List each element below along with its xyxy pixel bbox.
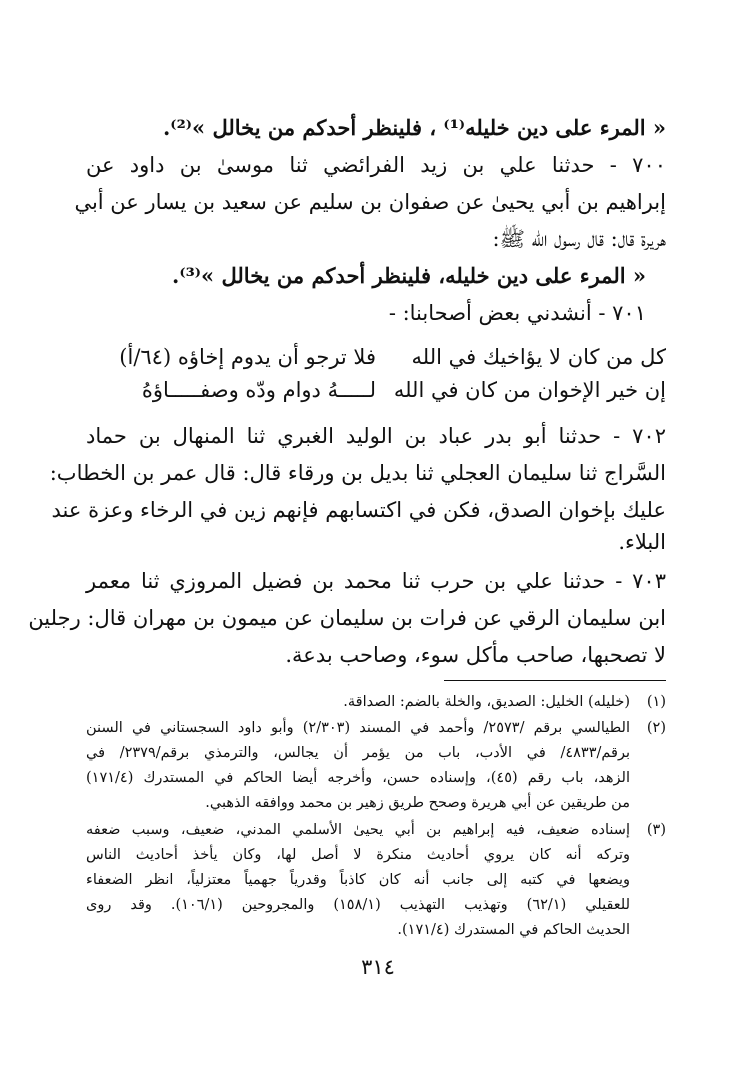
hadith-702-line: السَّراج ثنا سليمان العجلي ثنا بديل بن ورقاء قال: قال عمر بن الخطاب: (49, 461, 666, 485)
footnote-line: الطيالسي برقم /٢٥٧٣/ وأحمد في المسند (٢/٣٠٣) وأبو داود السجستاني في السنن (86, 720, 630, 736)
entry-701-intro: ٧٠١ - أنشدني بعض أصحابنا: - (388, 301, 646, 325)
hadith-700-line: إبراهيم بن أبي يحيىٰ عن صفوان بن سليم عن سعيد بن يسار عن أبي (74, 190, 666, 214)
footnote-number: (١) (646, 694, 666, 710)
hadith-700-line: ٧٠٠ - حدثنا علي بن زيد الفرائضي ثنا موسىٰ بن داود عن (86, 153, 666, 177)
verse-2-first-half: إن خير الإخوان من كان في الله (393, 378, 666, 402)
hadith-703-line: ابن سليمان الرقي عن فرات بن سليمان عن ميمون بن مهران قال: رجلين (28, 606, 666, 630)
footnote-line: ويضعها في كتبه إلى جانب أنه كان كاذباً وقدرياً جهمياً معتزلياً، انظر الضعفاء (86, 872, 630, 888)
verse-2-second-half: لـــــهُ دوام ودّه وصفـــــاؤهُ (141, 378, 376, 402)
footnote-2 (0, 716, 756, 811)
footnote-line: (خليله) الخليل: الصديق، والخلة بالضم: الصداقة. (343, 694, 630, 710)
hadith-702-line: ٧٠٢ - حدثنا أبو بدر عباد بن الوليد الغبري ثنا المنهال بن حماد (86, 424, 666, 448)
hadith-702-line: عليك بإخوان الصدق، فكن في اكتسابهم فإنهم زين في الرخاء وعزة عند (51, 498, 666, 522)
footnote-separator (444, 680, 666, 681)
footnote-number: (٣) (646, 822, 666, 838)
footnote-number: (٢) (646, 720, 666, 736)
footnote-line: إسناده ضعيف، فيه إبراهيم بن أبي يحيىٰ الأسلمي المدني، ضعيف، وسبب ضعفه (86, 822, 630, 838)
footnote-1 (0, 690, 756, 715)
footnote-line: وتركه أنه كان يروي أحاديث منكرة لا أصل لها، وكان يأخذ أحاديث الناس (86, 847, 630, 863)
footnote-line: الزهد، باب رقم (٤٥)، وإسناده حسن، وأخرجه أيضا الحاكم في المستدرك (١٧١/٤) (86, 770, 630, 786)
verse-1-second-half: فلا ترجو أن يدوم إخاؤه (٦٤/أ) (119, 345, 376, 369)
hadith-703-line: ٧٠٣ - حدثنا علي بن حرب ثنا محمد بن فضيل المروزي ثنا معمر (86, 569, 666, 593)
footnote-line: الحديث الحاكم في المستدرك (١٧١/٤). (397, 922, 630, 938)
hadith-702-line: البلاء. (618, 530, 666, 554)
footnote-line: للعقيلي (٦٢/١) وتهذيب التهذيب (١٥٨/١) والمجروحين (١٠٦/١). وقد روى (86, 897, 631, 913)
hadith-quote-text: « المرء على دين خليله⁽¹⁾ ، فلينظر أحدكم من يخالل »⁽²⁾. (163, 115, 666, 140)
hadith-quote-text: « المرء على دين خليله، فلينظر أحدكم من يخالل »⁽³⁾. (172, 263, 646, 288)
hadith-703-line: لا تصحبها، صاحب مأكل سوء، وصاحب بدعة. (285, 643, 666, 667)
footnote-line: برقم/٤٨٣٣/ في الأدب، باب من يؤمر أن يجالس، والترمذي برقم/٢٣٧٩/ في (86, 745, 630, 761)
page-number: ٣١٤ (361, 955, 395, 979)
verse-1-first-half: كل من كان لا يؤاخيك في الله (411, 345, 666, 369)
footnote-3 (0, 818, 756, 938)
footnote-line: من طريقين عن أبي هريرة وصحح طريق زهير بن محمد ووافقه الذهبي. (205, 795, 630, 811)
hadith-700-line: هريرة قال: قال رسول الله ﷺ: (492, 227, 666, 251)
